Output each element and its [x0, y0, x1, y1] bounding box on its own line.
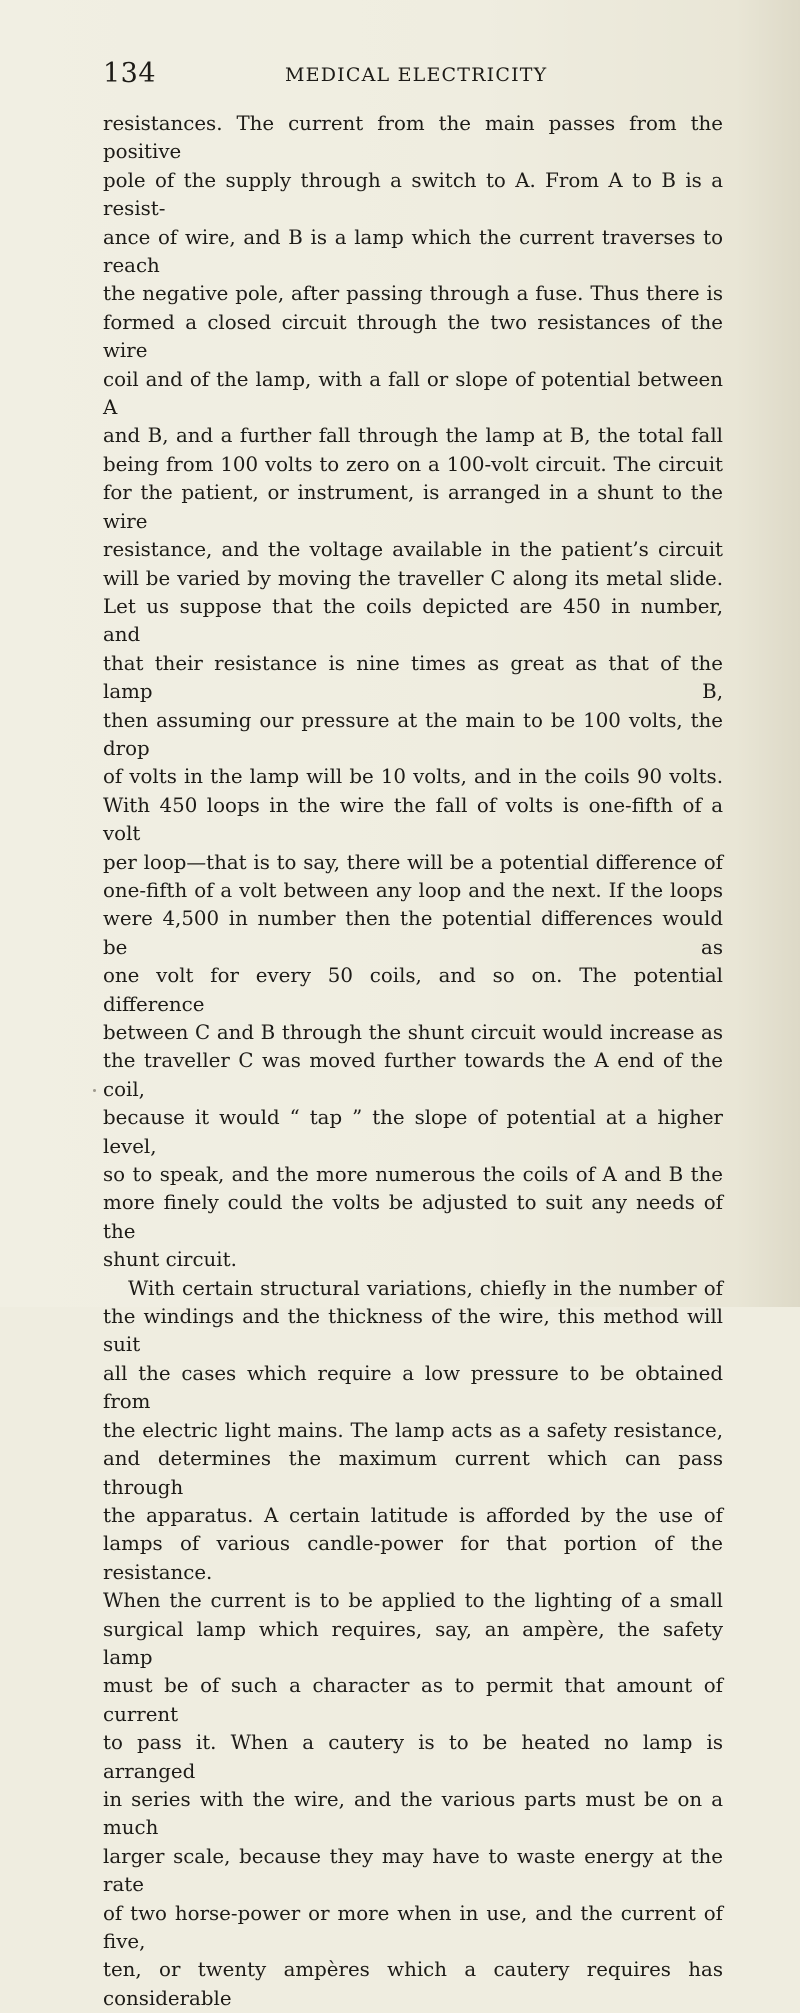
text-line: pole of the supply through a switch to A. From A to B is a resist- [103, 168, 723, 221]
paper-speck [93, 1089, 96, 1092]
text-line: the electric light mains. The lamp acts as a safety resistance, [103, 1418, 723, 1442]
text-line: of volts in the lamp will be 10 volts, and in the coils 90 volts. [103, 765, 723, 789]
text-line: in series with the wire, and the various parts must be on a much [103, 1787, 723, 1840]
text-line: larger scale, because they may have to waste energy at the rate [103, 1844, 723, 1897]
text-line: shunt circuit. [103, 1248, 237, 1272]
text-line: one volt for every 50 coils, and so on. The potential difference [103, 964, 723, 1016]
text-line: that their resistance is nine times as great as that of the lamp B, [103, 651, 723, 704]
text-line: resistance, and the voltage available in the patient’s circuit [103, 538, 723, 562]
text-line: the negative pole, after passing through a fuse. Thus there is [103, 282, 723, 306]
text-line: the windings and the thickness of the wire, this method will suit [103, 1305, 723, 1357]
text-line: of two horse-power or more when in use, and the current of five, [103, 1901, 723, 1953]
text-line: were 4,500 in number then the potential differences would be as [103, 907, 723, 959]
text-line: When the current is to be applied to the lighting of a small [103, 1589, 723, 1613]
text-line: ten, or twenty ampères which a cautery requires has considerable [103, 1958, 723, 2010]
paragraph-1 [103, 110, 723, 1275]
text-line: With 450 loops in the wire the fall of volts is one-fifth of a volt [103, 793, 723, 846]
text-line: to pass it. When a cautery is to be heated no lamp is arranged [103, 1731, 723, 1783]
text-line: and determines the maximum current which can pass through [103, 1447, 723, 1499]
text-line: being from 100 volts to zero on a 100-volt circuit. The circuit [103, 452, 723, 476]
text-line: one-fifth of a volt between any loop and the next. If the loops [103, 878, 723, 902]
text-line: surgical lamp which requires, say, an ampère, the safety lamp [103, 1617, 723, 1669]
text-line: ance of wire, and B is a lamp which the current traverses to reach [103, 225, 723, 278]
text-line: the traveller C was moved further towards the A end of the coil, [103, 1049, 723, 1101]
text-line: because it would “ tap ” the slope of potential at a higher level, [103, 1106, 723, 1158]
text-line: for the patient, or instrument, is arranged in a shunt to the wire [103, 481, 723, 533]
text-line: the apparatus. A certain latitude is afforded by the use of [103, 1503, 723, 1527]
body-text [103, 110, 723, 2013]
text-line: so to speak, and the more numerous the coils of A and B the [103, 1163, 723, 1187]
text-line: between C and B through the shunt circuit would increase as [103, 1021, 723, 1044]
running-head [103, 58, 723, 98]
text-line: and B, and a further fall through the lamp at B, the total fall [103, 424, 723, 448]
page-number: 134 [103, 58, 157, 89]
text-line: will be varied by moving the traveller C along its metal slide. [103, 566, 723, 590]
text-line: all the cases which require a low pressure to be obtained from [103, 1361, 723, 1414]
text-line: then assuming our pressure at the main to be 100 volts, the drop [103, 708, 723, 760]
text-line: per loop—that is to say, there will be a potential difference of [103, 850, 723, 874]
text-line: With certain structural variations, chiefly in the number of [128, 1276, 723, 1300]
text-line: Let us suppose that the coils depicted are 450 in number, and [103, 594, 723, 647]
text-line: more finely could the volts be adjusted to suit any needs of the [103, 1191, 723, 1243]
paragraph-2 [103, 1275, 723, 2013]
running-title: MEDICAL ELECTRICITY [285, 64, 548, 86]
text-line: resistances. The current from the main passes from the positive [103, 112, 723, 164]
text-line: lamps of various candle-power for that portion of the resistance. [103, 1532, 723, 1584]
text-line: must be of such a character as to permit that amount of current [103, 1674, 723, 1726]
text-line: formed a closed circuit through the two resistances of the wire [103, 310, 723, 363]
text-line: coil and of the lamp, with a fall or slope of potential between A [103, 367, 723, 420]
